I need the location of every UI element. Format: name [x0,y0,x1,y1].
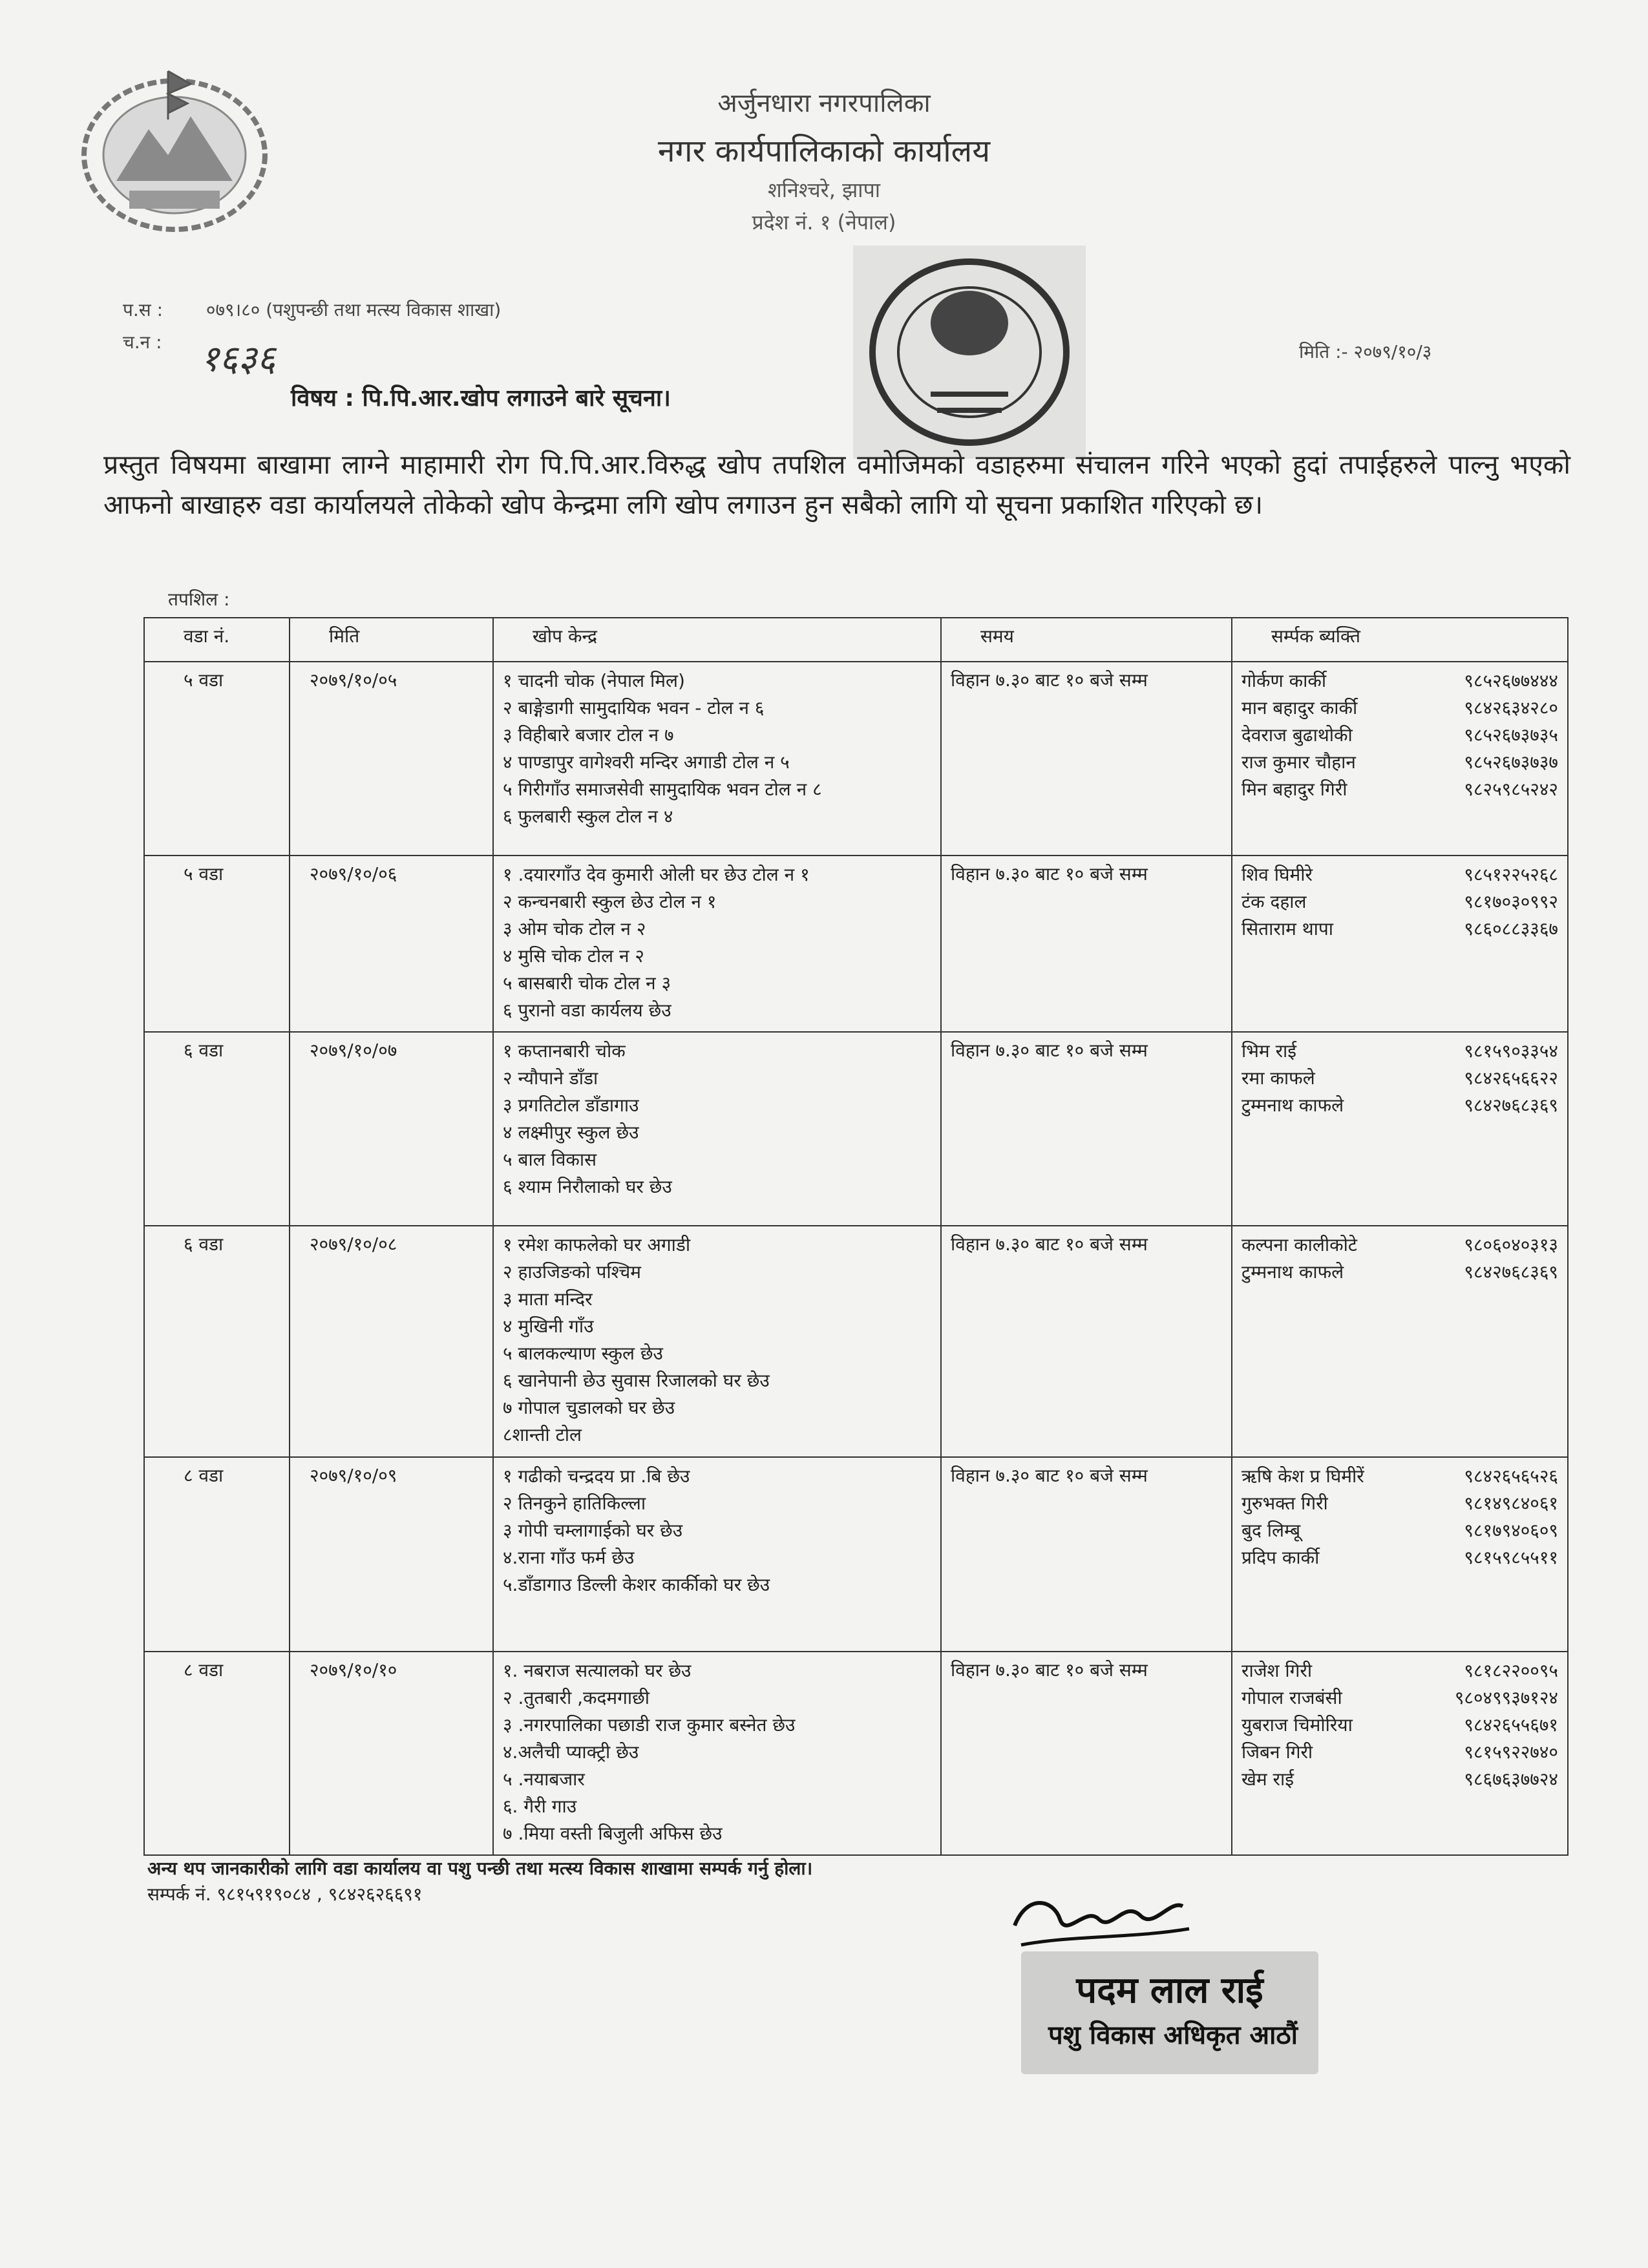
contact-item [1241,888,1558,916]
seal-name: पदम लाल राई [1076,1969,1263,2011]
center-item: २ न्यौपाने डाँडा [503,1067,598,1089]
contact-cell [1232,856,1568,1032]
contact-cell [1232,1457,1568,1651]
contact-cell [1232,1032,1568,1226]
contact-item [1241,1766,1558,1793]
center-item: ३ प्रगतिटोल डाँडागाउ [503,1095,639,1117]
center-item: १ .दयारगाँउ देव कुमारी ओली घर छेउ टोल न १ [503,864,810,886]
contact-name: टंक दहाल [1241,891,1307,913]
center-item: ३ .नगरपालिका पछाडी राज कुमार बस्नेत छेउ [503,1714,796,1736]
dispatch-number: १६३६ [200,338,276,380]
ward-cell: ६ वडा [144,1032,290,1226]
time-cell: विहान ७.३० बाट १० बजे सम्म [941,1652,1232,1855]
center-cell [493,1652,941,1855]
contact-name: देवराज बुढाथोकी [1241,724,1353,746]
time-cell: विहान ७.३० बाट १० बजे सम्म [941,1032,1232,1226]
contact-phone: ९८४२७६८३६९ [1464,1095,1558,1117]
contact-phone: ९८४२६५५६७१ [1464,1714,1558,1736]
contact-phone: ९८१५९८५५११ [1464,1547,1558,1569]
contact-item [1241,916,1558,943]
center-item: २ बाङ्गेडागी सामुदायिक भवन - टोल न ६ [503,697,765,719]
date-cell: २०७९/१०/०८ [290,1226,493,1457]
center-item: ७ .मिया वस्ती बिजुली अफिस छेउ [503,1822,723,1844]
time-cell: विहान ७.३० बाट १० बजे सम्म [941,662,1232,856]
ward-cell: ८ वडा [144,1457,290,1651]
ward-cell: ५ वडा [144,662,290,856]
contact-name: बुद लिम्बू [1241,1520,1301,1542]
center-item: १ गढीको चन्द्रदय प्रा .बि छेउ [503,1465,690,1487]
contact-name: रमा काफले [1241,1067,1315,1089]
contact-name: राज कुमार चौहान [1241,751,1356,773]
government-emblem-icon [71,58,278,239]
center-item: २ कन्चनबारी स्कुल छेउ टोल न १ [503,891,717,913]
contact-phone: ९८५१२२५२६८ [1464,864,1558,886]
contact-name: शिव घिमीरे [1241,864,1313,886]
contact-cell [1232,662,1568,856]
date-cell: २०७९/१०/०५ [290,662,493,856]
header-center: खोप केन्द्र [493,618,941,662]
contact-item [1241,695,1558,722]
contact-phone: ९८०६०४०३१३ [1464,1234,1558,1256]
center-item: ६ श्याम निरौलाको घर छेउ [503,1176,672,1198]
contact-item [1241,1657,1558,1685]
ward-cell: ५ वडा [144,856,290,1032]
header-contact: सर्म्पक ब्यक्ति [1232,618,1568,662]
center-item: ३ माता मन्दिर [503,1288,593,1310]
contact-phone: ९८०४९९३७१२४ [1454,1686,1558,1708]
date-cell: २०७९/१०/०९ [290,1457,493,1651]
contact-name: खेम राई [1241,1768,1294,1790]
footer-contact: सम्पर्क नं. ९८१५९१९०८४ , ९८४२६२६६९१ [147,1884,423,1905]
table-row [144,1457,1568,1651]
table-row [144,662,1568,856]
ward-cell: ८ वडा [144,1652,290,1855]
time-cell: विहान ७.३० बाट १० बजे सम्म [941,1457,1232,1651]
center-item: ५ बालकल्याण स्कुल छेउ [503,1343,663,1365]
contact-name: मिन बहादुर गिरी [1241,779,1347,800]
date-cell: २०७९/१०/१० [290,1652,493,1855]
center-cell [493,1226,941,1457]
contact-item [1241,776,1558,803]
table-row [144,1226,1568,1457]
center-item: ५ बासबारी चोक टोल न ३ [503,972,671,994]
center-item: १ कप्तानबारी चोक [503,1040,626,1062]
seal-title: पशु विकास अधिकृत आठौं [1048,2021,1298,2050]
contact-phone: ९८६७६३७७२४ [1464,1768,1558,1790]
center-item: ३ ओम चोक टोल न २ [503,918,646,940]
contact-item [1241,1259,1558,1286]
vaccination-schedule-table [143,617,1569,1856]
table-row [144,1652,1568,1855]
contact-name: गोपाल राजबंसी [1241,1686,1342,1708]
reference-label: प.स : [123,299,164,320]
center-item: १. नबराज सत्यालको घर छेउ [503,1659,692,1681]
contact-cell [1232,1226,1568,1457]
center-item: ६ फुलबारी स्कुल टोल न ४ [503,806,673,827]
reference-value: ०७९।८० (पशुपन्छी तथा मत्स्य विकास शाखा) [206,299,502,320]
center-item: ४ पाण्डापुर वागेश्वरी मन्दिर अगाडी टोल न ५ [503,751,790,773]
province-line: प्रदेश नं. १ (नेपाल) [752,210,896,235]
contact-item [1241,1232,1558,1259]
office-name: नगर कार्यपालिकाको कार्यालय [657,133,991,169]
contact-phone: ९८४२७६८३६९ [1464,1261,1558,1283]
contact-phone: ९८१५९०३३५४ [1464,1040,1558,1062]
contact-phone: ९८५२६७३७३७ [1464,751,1558,773]
contact-phone: ९८१८२२००९५ [1464,1659,1558,1681]
contact-phone: ९८४२६३४२८० [1464,697,1558,719]
contact-phone: ९८४२६५६५२६ [1464,1465,1558,1487]
contact-phone: ९८६०८८३३६७ [1464,918,1558,940]
contact-phone: ९८१५९२२७४० [1464,1741,1558,1763]
contact-item [1241,1739,1558,1766]
center-item: ६ पुरानो वडा कार्यलय छेउ [503,1000,671,1022]
header-date: मिति [290,618,493,662]
center-item: ३ विहीबारे बजार टोल न ७ [503,724,674,746]
office-address: शनिश्चरे, झापा [767,178,881,202]
contact-phone: ९८१७०३०९९२ [1464,891,1558,913]
center-item: २ तिनकुने हातिकिल्ला [503,1493,646,1515]
contact-item [1241,749,1558,776]
center-item: ५.डाँडागाउ डिल्ली केशर कार्कीको घर छेउ [503,1574,770,1596]
center-item: ७ गोपाल चुडालको घर छेउ [503,1397,675,1419]
date-cell: २०७९/१०/०६ [290,856,493,1032]
contact-item [1241,1712,1558,1739]
center-item: ३ गोपी चम्लागाईको घर छेउ [503,1520,683,1542]
contact-name: सिताराम थापा [1241,918,1334,940]
contact-cell [1232,1652,1568,1855]
center-item: ६ खानेपानी छेउ सुवास रिजालको घर छेउ [503,1370,770,1392]
contact-item [1241,1544,1558,1571]
date-cell: २०७९/१०/०७ [290,1032,493,1226]
table-body [144,662,1568,1855]
center-item: २ .तुतबारी ,कदमगाछी [503,1686,650,1708]
contact-name: टुम्मनाथ काफले [1241,1261,1344,1283]
contact-phone: ९८५२६७७४४४ [1464,670,1558,691]
contact-phone: ९८१७९४०६०९ [1464,1520,1558,1542]
center-cell [493,1457,941,1651]
ward-cell: ६ वडा [144,1226,290,1457]
header-ward: वडा नं. [144,618,290,662]
contact-item [1241,1092,1558,1119]
contact-name: टुम्मनाथ काफले [1241,1095,1344,1117]
center-cell [493,856,941,1032]
center-item: २ हाउजिङको पश्चिम [503,1261,642,1283]
contact-item [1241,1490,1558,1517]
contact-item [1241,1517,1558,1544]
reference-number [123,297,501,322]
center-cell [493,1032,941,1226]
center-item: ८शान्ती टोल [503,1424,582,1446]
office-stamp-icon [853,246,1086,459]
center-item: ४ मुखिनी गाँउ [503,1316,594,1338]
table-row [144,1032,1568,1226]
center-item: ५ बाल विकास [503,1149,597,1171]
contact-item [1241,1463,1558,1490]
center-cell [493,662,941,856]
contact-name: भिम राई [1241,1040,1297,1062]
center-item: १ चादनी चोक (नेपाल मिल) [503,670,685,691]
contact-name: ऋषि केश प्र घिमीरें [1241,1465,1364,1487]
contact-phone: ९८२५९८५२४२ [1464,779,1558,800]
contact-phone: ९८१४९८४०६१ [1464,1493,1558,1515]
subject-line: विषय : पि.पि.आर.खोप लगाउने बारे सूचना। [291,385,671,412]
contact-phone: ९८४२६५६६२२ [1464,1067,1558,1089]
center-item: ४.राना गाँउ फर्म छेउ [503,1547,635,1569]
time-cell: विहान ७.३० बाट १० बजे सम्म [941,856,1232,1032]
center-item: ५ गिरीगाँउ समाजसेवी सामुदायिक भवन टोल न ८ [503,779,822,800]
contact-item [1241,1065,1558,1092]
contact-name: जिबन गिरी [1241,1741,1313,1763]
contact-phone: ९८५२६७३७३५ [1464,724,1558,746]
contact-item [1241,1038,1558,1065]
letter-date: मिति :- २०७९/१०/३ [1299,341,1432,362]
contact-item [1241,1685,1558,1712]
contact-name: मान बहादुर कार्की [1241,697,1358,719]
dispatch-label: च.न : [123,331,162,353]
time-cell: विहान ७.३० बाट १० बजे सम्म [941,1226,1232,1457]
footer-info: अन्य थप जानकारीको लागि वडा कार्यालय वा पशु पन्छी तथा मत्स्य विकास शाखामा सम्पर्क गर्नु होला। [147,1858,813,1879]
table-header-row [144,618,1568,662]
center-item: ५ .नयाबजार [503,1768,585,1790]
contact-item [1241,861,1558,888]
contact-name: युबराज चिमोरिया [1241,1714,1353,1736]
detail-label: तपशिल : [168,589,230,610]
contact-item [1241,722,1558,749]
contact-name: राजेश गिरी [1241,1659,1313,1681]
contact-item [1241,667,1558,695]
center-item: ४.अलैची प्याक्ट्री छेउ [503,1741,639,1763]
contact-name: गोर्कण कार्की [1241,670,1327,691]
contact-name: कल्पना कालीकोटे [1241,1234,1357,1256]
municipality-name: अर्जुनधारा नगरपालिका [717,89,931,118]
center-item: १ रमेश काफलेको घर अगाडी [503,1234,691,1256]
header-time: समय [941,618,1232,662]
center-item: ४ लक्ष्मीपुर स्कुल छेउ [503,1122,639,1144]
contact-name: प्रदिप कार्की [1241,1547,1320,1569]
center-item: ६. गैरी गाउ [503,1795,577,1817]
contact-name: गुरुभक्त गिरी [1241,1493,1328,1515]
notice-body: प्रस्तुत विषयमा बाखामा लाग्ने माहामारी रोग पि.पि.आर.विरुद्ध खोप तपशिल वमोजिमको वडाहरुमा संचालन गरिने भएको हुदां तपाईहरुले पाल्नु भएको आफनो बाखाहरु वडा कार्यालयले तोकेको खोप केन्द्रमा लगि खोप लगाउन हुन सबैको लागि यो सूचना प्रकाशित गरिएको छ। [103,449,1570,520]
table-row [144,856,1568,1032]
center-item: ४ मुसि चोक टोल न २ [503,945,644,967]
